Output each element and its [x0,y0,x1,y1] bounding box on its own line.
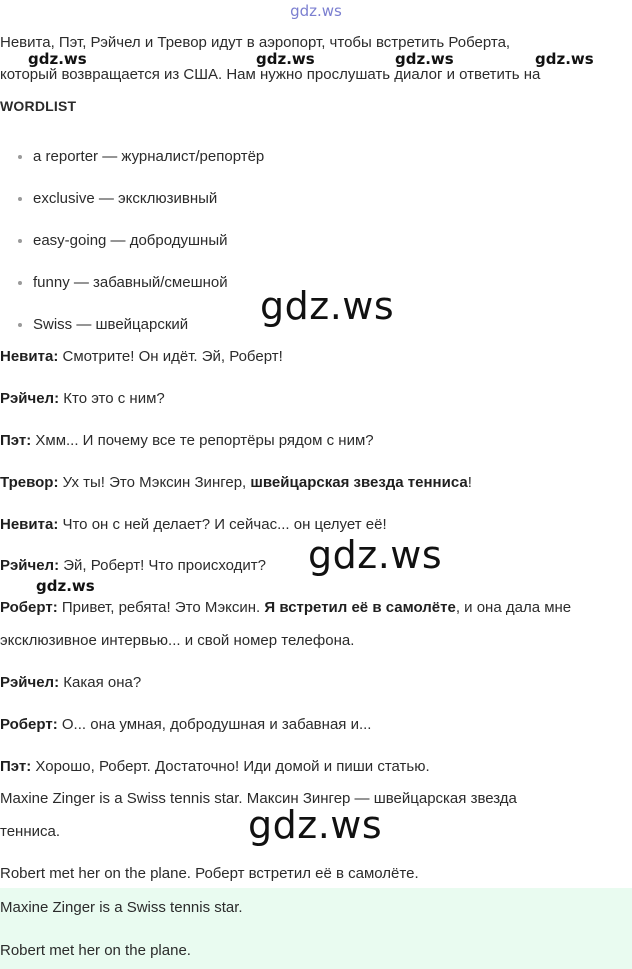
wordlist-item: Swiss — швейцарский [0,315,632,357]
answer-box [0,888,632,969]
answer-line: Maxine Zinger is a Swiss tennis star. [0,899,243,916]
watermark-large: gdz.ws [308,533,443,577]
dialogue-line: Пэт: Хмм... И почему все те репортёры рядом с ним? [0,432,374,449]
dialogue-line: Невита: Что он с ней делает? И сейчас... он целует её! [0,516,387,533]
watermark-small: gdz.ws [535,50,594,68]
note-line: Maxine Zinger is a Swiss tennis star. Максин Зингер — швейцарская звезда [0,790,517,807]
dialogue-line: Рэйчел: Кто это с ним? [0,390,165,407]
bullet-icon [18,155,22,159]
speaker-name: Рэйчел [0,557,55,574]
wordlist-title: WORDLIST [0,98,77,114]
note-line: Robert met her on the plane. Роберт встретил её в самолёте. [0,865,419,882]
dialogue-continuation: эксклюзивное интервью... и свой номер телефона. [0,632,355,649]
wordlist-item: funny — забавный/смешной [0,273,632,315]
watermark-large: gdz.ws [248,803,383,847]
dialogue-line: Рэйчел: Эй, Роберт! Что происходит? [0,557,267,574]
dialogue-line: Невита: Смотрите! Он идёт. Эй, Роберт! [0,348,283,365]
speaker-name: Пэт [0,758,27,775]
intro-line-2: который возвращается из США. Нам нужно прослушать диалог и ответить на [0,66,541,83]
speaker-name: Рэйчел [0,674,55,691]
answer-line: Robert met her on the plane. [0,942,191,959]
dialogue-line: Рэйчел: Какая она? [0,674,142,691]
highlight-phrase: Я встретил её в самолёте [264,599,456,616]
speaker-name: Рэйчел [0,390,55,407]
wordlist-item: easy-going — добродушный [0,231,632,273]
note-line: тенниса. [0,823,60,840]
bullet-icon [18,197,22,201]
speaker-name: Тревор [0,474,54,491]
watermark-top: gdz.ws [290,2,342,20]
speaker-name: Роберт [0,599,53,616]
watermark-small: gdz.ws [36,577,95,595]
dialogue-line: Тревор: Ух ты! Это Мэксин Зингер, швейцарская звезда тенниса! [0,474,472,491]
dialogue-line: Пэт: Хорошо, Роберт. Достаточно! Иди домой и пиши статью. [0,758,430,775]
bullet-icon [18,239,22,243]
speaker-name: Невита [0,348,54,365]
wordlist-item: exclusive — эксклюзивный [0,189,632,231]
speaker-name: Роберт [0,716,53,733]
watermark-large: gdz.ws [260,284,395,328]
bullet-icon [18,281,22,285]
bullet-icon [18,323,22,327]
dialogue-line: Роберт: Привет, ребята! Это Мэксин. Я встретил её в самолёте, и она дала мне [0,599,572,616]
highlight-phrase: швейцарская звезда тенниса [250,474,468,491]
speaker-name: Невита [0,516,54,533]
speaker-name: Пэт [0,432,27,449]
dialogue-line: Роберт: О... она умная, добродушная и забавная и... [0,716,372,733]
watermark-small: gdz.ws [395,50,454,68]
intro-line-1: Невита, Пэт, Рэйчел и Тревор идут в аэропорт, чтобы встретить Роберта, [0,34,511,51]
watermark-small: gdz.ws [28,50,87,68]
wordlist-item: a reporter — журналист/репортёр [0,147,632,189]
watermark-small: gdz.ws [256,50,315,68]
